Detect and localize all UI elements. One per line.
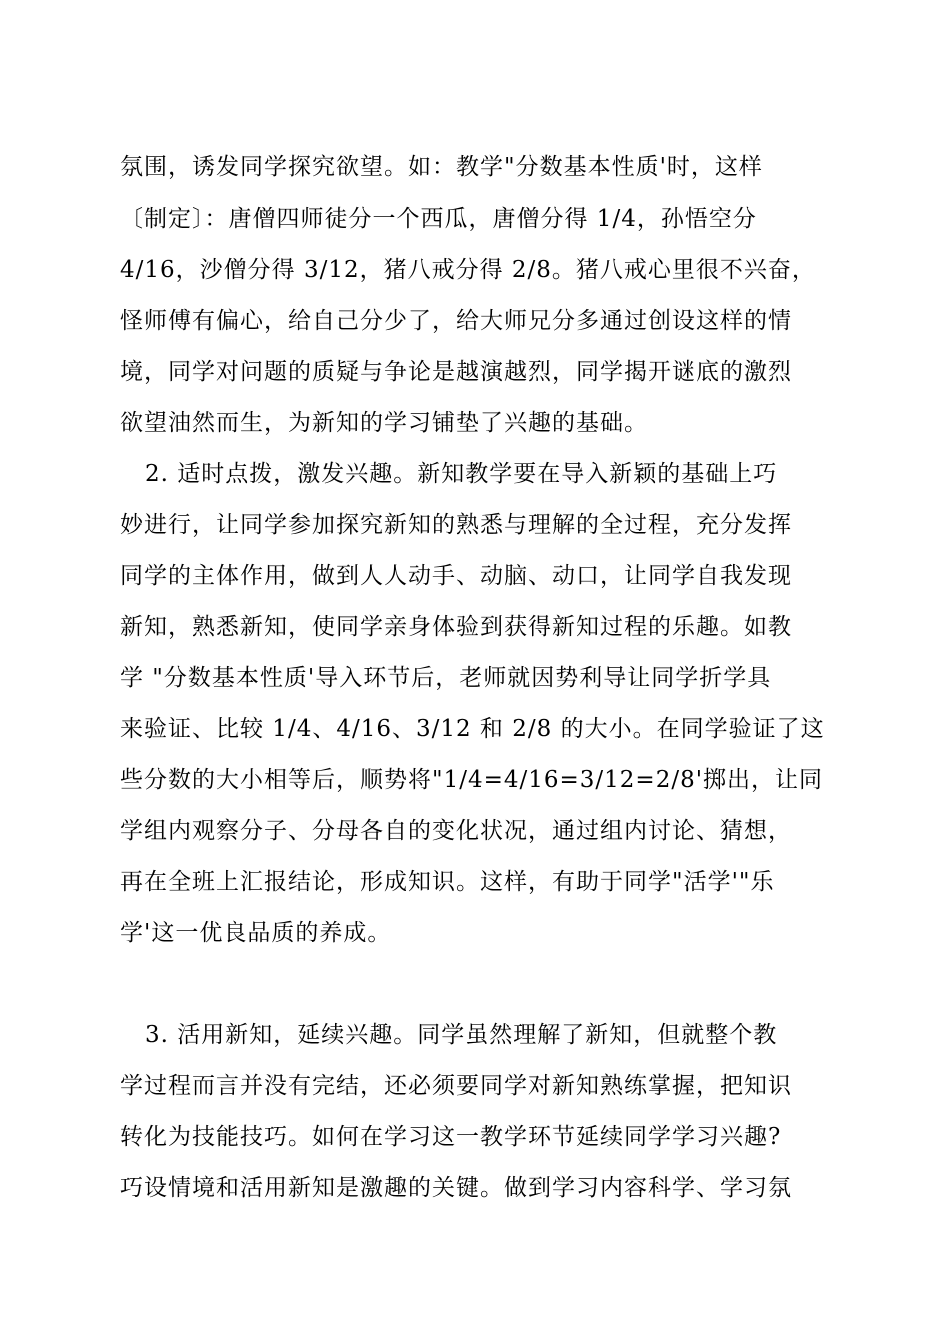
text-line: 学 "分数基本性质'导入环节后，老师就因势利导让同学折学具: [120, 665, 772, 691]
text-line: 学'这一优良品质的养成。: [120, 920, 392, 946]
text-line: 同学的主体作用，做到人人动手、动脑、动口，让同学自我发现: [120, 563, 792, 589]
text-line: 境，同学对问题的质疑与争论是越演越烈，同学揭开谜底的激烈: [120, 359, 792, 385]
text-line: 怪师傅有偏心，给自己分少了，给大师兄分多通过创设这样的情: [120, 308, 792, 334]
text-line: 学组内观察分子、分母各自的变化状况，通过组内讨论、猜想，: [120, 818, 792, 844]
text-line: 些分数的大小相等后，顺势将"1/4=4/16=3/12=2/8'掷出，让同: [120, 767, 824, 793]
text-line: 4/16，沙僧分得 3/12，猪八戒分得 2/8。猪八戒心里很不兴奋，: [120, 257, 816, 283]
text-line: 〔制定〕：唐僧四师徒分一个西瓜，唐僧分得 1/4，孙悟空分: [120, 206, 757, 232]
text-line: 学过程而言并没有完结，还必须要同学对新知熟练掌握，把知识: [120, 1073, 792, 1099]
text-line: 巧设情境和活用新知是激趣的关键。做到学习内容科学、学习氛: [120, 1175, 792, 1201]
text-line-item-2: 2. 适时点拨，激发兴趣。新知教学要在导入新颖的基础上巧: [145, 461, 778, 487]
text-line: 再在全班上汇报结论，形成知识。这样，有助于同学"活学'"乐: [120, 869, 775, 895]
text-line: 来验证、比较 1/4、4/16、3/12 和 2/8 的大小。在同学验证了这: [120, 716, 825, 742]
text-line-item-3: 3. 活用新知，延续兴趣。同学虽然理解了新知，但就整个教: [145, 1022, 778, 1048]
text-line: 氛围，诱发同学探究欲望。如：教学"分数基本性质'时，这样: [120, 154, 763, 180]
text-line: 转化为技能技巧。如何在学习这一教学环节延续同学学习兴趣?: [120, 1124, 782, 1150]
text-line: 新知，熟悉新知，使同学亲身体验到获得新知过程的乐趣。如教: [120, 614, 792, 640]
text-line: 欲望油然而生，为新知的学习铺垫了兴趣的基础。: [120, 410, 648, 436]
text-line: 妙进行，让同学参加探究新知的熟悉与理解的全过程，充分发挥: [120, 512, 792, 538]
